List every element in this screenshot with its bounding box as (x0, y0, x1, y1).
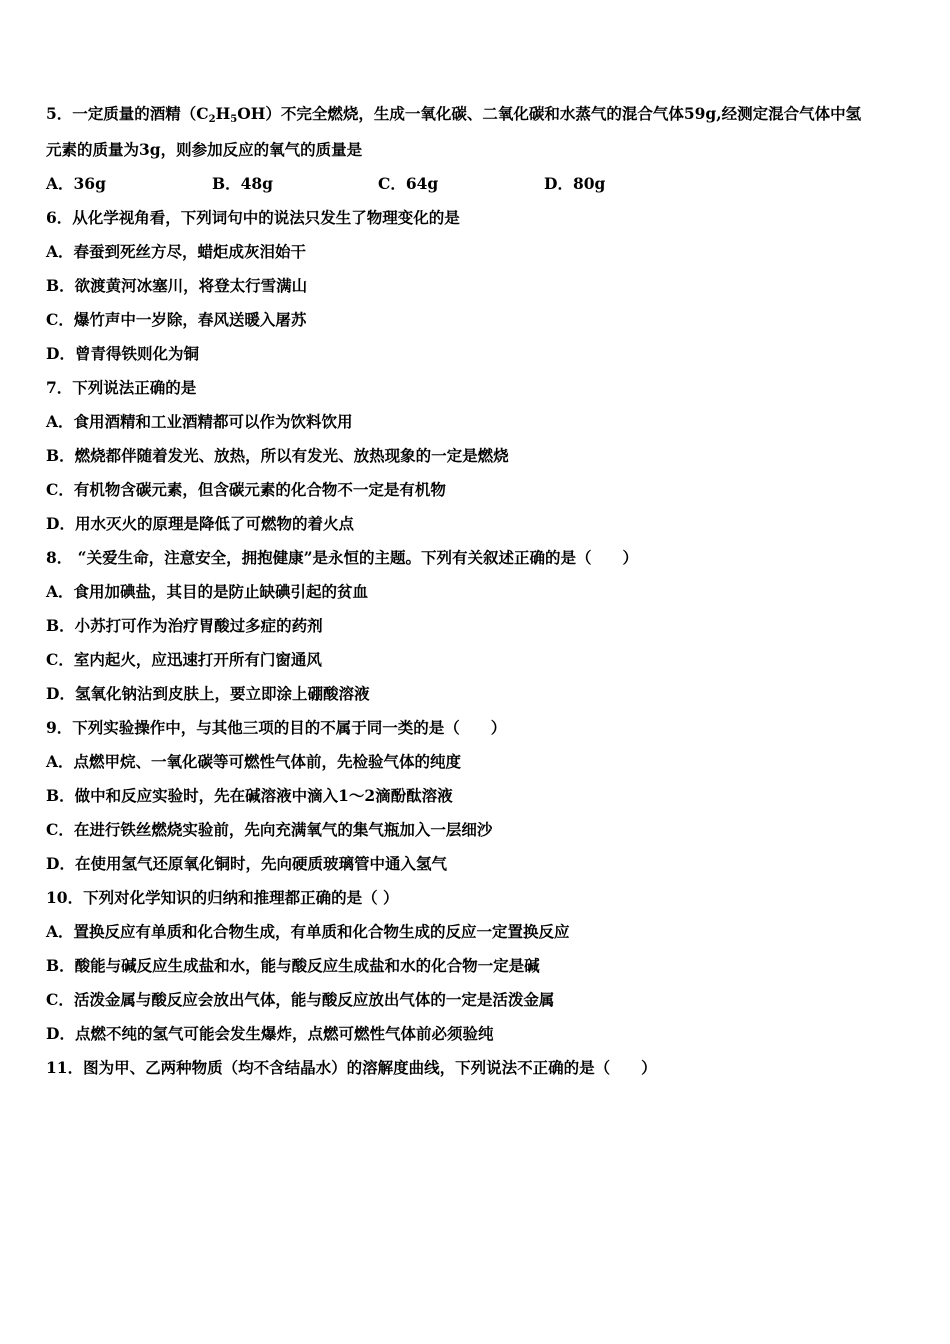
q10-stem: 10．下列对化学知识的归纳和推理都正确的是（ ） (46, 888, 399, 907)
q10-option-d: D．点燃不纯的氢气可能会发生爆炸，点燃可燃性气体前必须验纯 (46, 1024, 494, 1043)
q8-stem: 8． “关爱生命，注意安全，拥抱健康”是永恒的主题。下列有关叙述正确的是（ ） (46, 548, 639, 567)
q11-stem: 11．图为甲、乙两种物质（均不含结晶水）的溶解度曲线，下列说法不正确的是（ ） (46, 1058, 657, 1077)
q6-option-d: D．曾青得铁则化为铜 (46, 344, 199, 363)
q6-option-a: A．春蚕到死丝方尽，蜡炬成灰泪始干 (46, 242, 307, 261)
q5-stem-line2: 元素的质量为3g，则参加反应的氧气的质量是 (46, 140, 363, 159)
q7-option-b: B．燃烧都伴随着发光、放热，所以有发光、放热现象的一定是燃烧 (46, 446, 509, 465)
q5-option-d: D．80g (544, 174, 606, 193)
q5-option-b: B．48g (212, 174, 274, 193)
q7-stem: 7．下列说法正确的是 (46, 378, 197, 397)
q9-option-d: D．在使用氢气还原氧化铜时，先向硬质玻璃管中通入氢气 (46, 854, 447, 873)
q10-option-c: C．活泼金属与酸反应会放出气体，能与酸反应放出气体的一定是活泼金属 (46, 990, 555, 1009)
q6-option-b: B．欲渡黄河冰塞川，将登太行雪满山 (46, 276, 308, 295)
q6-stem: 6．从化学视角看，下列词句中的说法只发生了物理变化的是 (46, 208, 460, 227)
q10-option-b: B．酸能与碱反应生成盐和水，能与酸反应生成盐和水的化合物一定是碱 (46, 956, 540, 975)
q8-option-d: D．氢氧化钠沾到皮肤上，要立即涂上硼酸溶液 (46, 684, 370, 703)
q9-option-a: A．点燃甲烷、一氧化碳等可燃性气体前，先检验气体的纯度 (46, 752, 462, 771)
q9-option-b: B．做中和反应实验时，先在碱溶液中滴入1～2滴酚酞溶液 (46, 786, 453, 805)
q7-option-c: C．有机物含碳元素，但含碳元素的化合物不一定是有机物 (46, 480, 446, 499)
q10-option-a: A．置换反应有单质和化合物生成，有单质和化合物生成的反应一定置换反应 (46, 922, 570, 941)
q8-option-b: B．小苏打可作为治疗胃酸过多症的药剂 (46, 616, 323, 635)
q6-option-c: C．爆竹声中一岁除，春风送暖入屠苏 (46, 310, 307, 329)
q9-option-c: C．在进行铁丝燃烧实验前，先向充满氧气的集气瓶加入一层细沙 (46, 820, 493, 839)
q5-stem-line1: 5．一定质量的酒精$(C_2H_5OH)$不完全燃烧，生成一氧化碳、二氧化碳和水蒸气的混合气体59g,经测定混合气体中氢 (46, 104, 862, 125)
q5-option-a: A．36g (46, 174, 106, 193)
q7-option-a: A．食用酒精和工业酒精都可以作为饮料饮用 (46, 412, 353, 431)
q9-stem: 9．下列实验操作中，与其他三项的目的不属于同一类的是（ ） (46, 718, 507, 737)
q8-option-a: A．食用加碘盐，其目的是防止缺碘引起的贫血 (46, 582, 369, 601)
q5-options (46, 174, 605, 194)
q7-option-d: D．用水灭火的原理是降低了可燃物的着火点 (46, 514, 354, 533)
q8-option-c: C．室内起火，应迅速打开所有门窗通风 (46, 650, 322, 669)
q5-option-c: C．64g (378, 174, 439, 193)
